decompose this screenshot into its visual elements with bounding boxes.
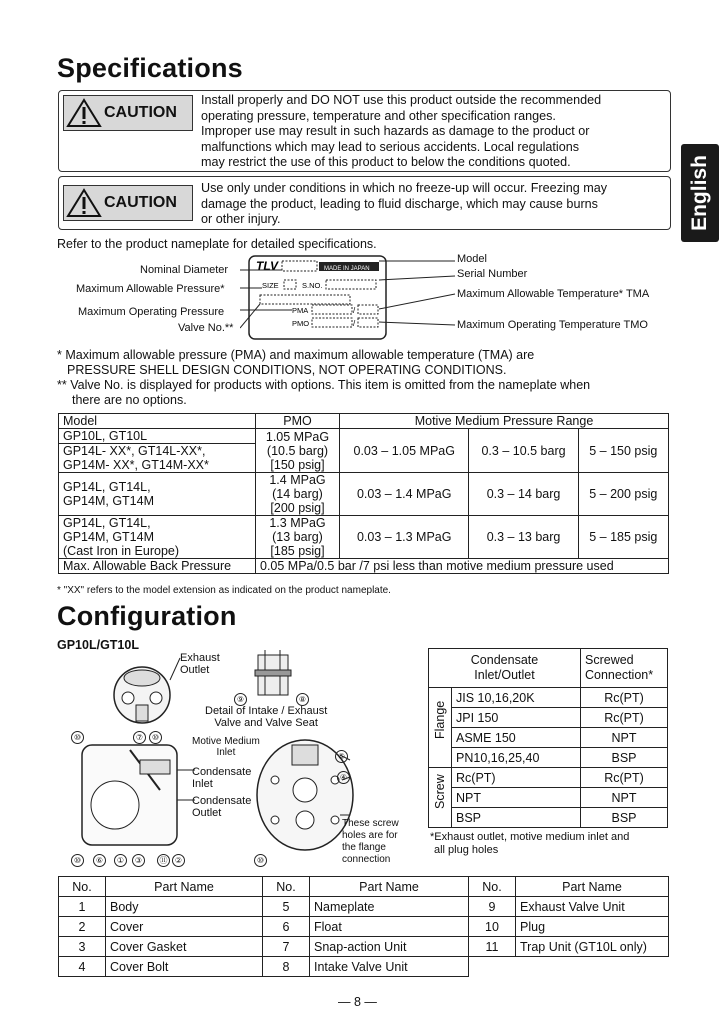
table-row: JPI 150 Rc(PT): [429, 708, 668, 728]
table-row: Flange JIS 10,16,20K Rc(PT): [429, 688, 668, 708]
label-detail: Detail of Intake / Exhaust Valve and Valve Seat: [205, 705, 328, 729]
marker-7: ⑦: [133, 731, 146, 744]
marker-8: ⑧: [296, 693, 309, 706]
label-valve-no: Valve No.**: [178, 322, 234, 334]
table-row: GP14L, GT14L, GP14M, GT14M 1.4 MPaG (14 barg) [200 psig] 0.03 – 1.4 MPaG 0.3 – 14 barg 5 – 200 psig: [59, 473, 669, 516]
table-row: 4 Cover Bolt 8 Intake Valve Unit: [59, 957, 669, 977]
header-range: Motive Medium Pressure Range: [340, 414, 669, 429]
label-model: Model: [457, 253, 487, 265]
config-model: GP10L/GT10L: [57, 638, 139, 652]
back-pressure-label: Max. Allowable Back Pressure: [59, 559, 256, 574]
plate-made-in: MADE IN JAPAN: [324, 266, 370, 272]
warning-icon: [64, 186, 104, 220]
caution-text-1: Install properly and DO NOT use this product outside the recommended operating pressure, temperature and other specification ranges. Improper use may result in such hazards as damage to the product or malfunctions which may lead to serious accidents. Local regulations may restrict the use of this product to below the conditions quoted.: [201, 93, 602, 169]
nameplate-intro: Refer to the product nameplate for detailed specifications.: [57, 237, 377, 251]
plate-pmo: PMO: [292, 319, 310, 328]
label-nominal-diameter: Nominal Diameter: [140, 264, 229, 276]
back-pressure-value: 0.05 MPa/0.5 bar /7 psi less than motive medium pressure used: [256, 559, 669, 574]
note-valve-2: there are no options.: [72, 393, 187, 407]
caution-label-1: CAUTION: [104, 104, 177, 121]
marker-2: ②: [172, 854, 185, 867]
table-row: Screw Rc(PT) Rc(PT): [429, 768, 668, 788]
spec-table: [58, 413, 669, 574]
configuration-heading: Configuration: [57, 601, 237, 631]
caution-text-2: Use only under conditions in which no freeze-up will occur. Freezing may damage the product, leading to fluid discharge, which may cause burns or other injury.: [201, 181, 607, 226]
caution-badge-1: [63, 95, 193, 131]
screw-group: Screw: [429, 768, 452, 828]
plate-brand: TLV: [256, 259, 279, 273]
table-row: ASME 150 NPT: [429, 728, 668, 748]
svg-text:/: /: [353, 306, 356, 315]
marker-10b: ⑩: [149, 731, 162, 744]
svg-text:/: /: [353, 319, 356, 328]
note-pma-2: PRESSURE SHELL DESIGN CONDITIONS, NOT OPERATING CONDITIONS.: [67, 363, 507, 377]
marker-10d: ⑩: [254, 854, 267, 867]
conn-note: *Exhaust outlet, motive medium inlet and all plug holes: [430, 831, 630, 856]
note-valve: ** Valve No. is displayed for products with options. This item is omitted from the nameplate when: [57, 378, 591, 392]
note-pma: * Maximum allowable pressure (PMA) and maximum allowable temperature (TMA) are: [57, 348, 535, 362]
table-row: 2 Cover 6 Float 10 Plug: [59, 917, 669, 937]
plate-sno: S.NO.: [302, 281, 323, 290]
caution-box-2: [58, 176, 671, 230]
header-model: Model: [59, 414, 256, 429]
marker-6: ⑥: [93, 854, 106, 867]
table-row: PN10,16,25,40 BSP: [429, 748, 668, 768]
caution-box-1: [58, 90, 671, 172]
label-exhaust-outlet: Exhaust Outlet: [180, 652, 220, 676]
specifications-heading: Specifications: [57, 53, 243, 83]
table-row: GP10L, GT10L GP14L- XX*, GT14L-XX*, GP14M- XX*, GT14M-XX* 1.05 MPaG (10.5 barg) [150 psig] 0.03 – 1.05 MPaG 0.3 – 10.5 barg 5 – 150 psig: [59, 429, 669, 473]
connection-table: [428, 648, 668, 828]
conn-head-1: Condensate Inlet/Outlet: [429, 649, 581, 688]
marker-9: ⑨: [234, 693, 247, 706]
marker-4: ④: [337, 771, 350, 784]
label-condensate-inlet: Condensate Inlet: [192, 766, 252, 790]
label-motive-inlet: Motive Medium Inlet: [192, 736, 260, 758]
label-screw-holes: These screw holes are for the flange connection: [342, 818, 399, 865]
header-pmo: PMO: [256, 414, 340, 429]
caution-badge-2: [63, 185, 193, 221]
language-tab-label: English: [688, 155, 711, 231]
spec-footnote: * "XX" refers to the model extension as indicated on the product nameplate.: [57, 585, 391, 596]
table-row: NPT NPT: [429, 788, 668, 808]
marker-11: ⑪: [157, 854, 170, 867]
caution-label-2: CAUTION: [104, 194, 177, 211]
label-max-operating-pressure: Maximum Operating Pressure: [78, 306, 225, 318]
plate-size: SIZE: [262, 281, 279, 290]
label-max-operating-temp: Maximum Operating Temperature TMO: [457, 319, 648, 331]
marker-10: ⑩: [71, 731, 84, 744]
warning-icon: [64, 96, 104, 130]
plate-pma: PMA: [292, 306, 309, 315]
table-row: 3 Cover Gasket 7 Snap-action Unit 11 Trap Unit (GT10L only): [59, 937, 669, 957]
marker-1: ①: [114, 854, 127, 867]
marker-5: ⑤: [335, 750, 348, 763]
label-condensate-outlet: Condensate Outlet: [192, 795, 252, 819]
label-max-allowable-pressure: Maximum Allowable Pressure*: [76, 283, 225, 295]
label-max-allowable-temp: Maximum Allowable Temperature* TMA: [457, 288, 650, 300]
flange-group: Flange: [429, 688, 452, 768]
language-tab: [681, 144, 719, 242]
conn-head-2: Screwed Connection*: [581, 649, 668, 688]
table-row: GP14L, GT14L, GP14M, GT14M (Cast Iron in Europe) 1.3 MPaG (13 barg) [185 psig] 0.03 – 1.3 MPaG 0.3 – 13 barg 5 – 185 psig: [59, 516, 669, 559]
table-row: BSP BSP: [429, 808, 668, 828]
nameplate-illustration: [240, 250, 460, 345]
page-number: — 8 —: [338, 995, 377, 1009]
marker-3: ③: [132, 854, 145, 867]
label-serial-number: Serial Number: [457, 268, 528, 280]
table-row: 1 Body 5 Nameplate 9 Exhaust Valve Unit: [59, 897, 669, 917]
marker-10c: ⑩: [71, 854, 84, 867]
parts-table: No. Part Name No. Part Name No. Part Name 1 Body 5 Nameplate 9 Exhaust Valve Unit 2 Cover 6 Float 10 Plug 3 Cover Gasket 7 Snap-action Unit 11 Trap Unit (GT10L only) 4 Cover Bolt 8 Intake Valve Unit: [58, 876, 669, 977]
